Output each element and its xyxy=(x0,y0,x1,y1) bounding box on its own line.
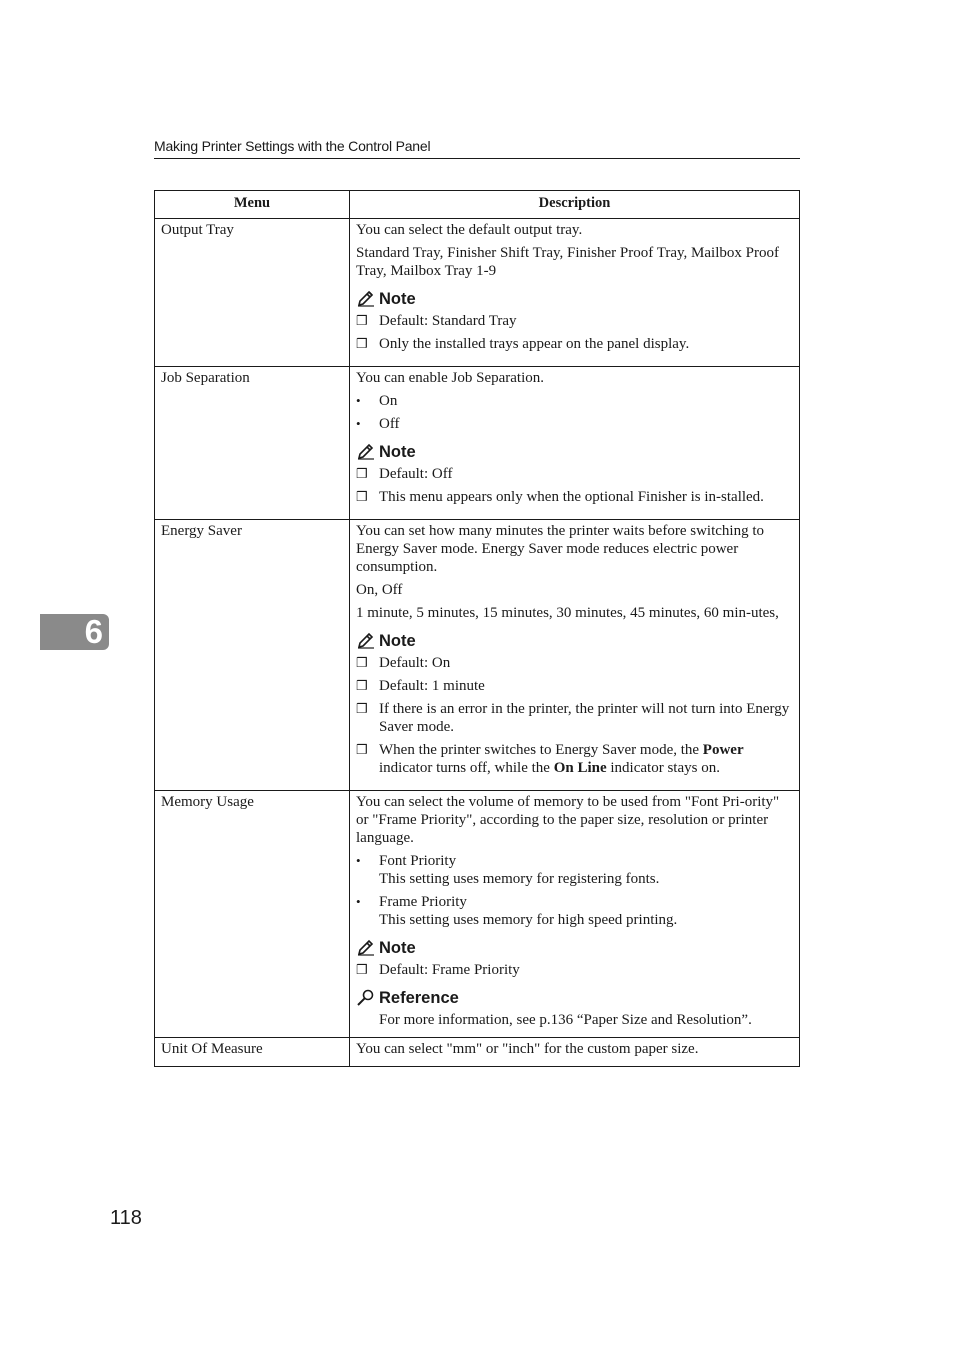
bullet-item: • On xyxy=(356,393,398,409)
magnifier-icon xyxy=(356,989,376,1007)
column-header-menu: Menu xyxy=(155,191,350,219)
pencil-note-icon xyxy=(356,290,376,308)
note-item: ❒ When the printer switches to Energy Saver mode, the Power indicator turns off, while the On Line indicator stays on. xyxy=(356,742,744,776)
checkbox-icon: ❒ xyxy=(356,742,368,757)
settings-table xyxy=(154,190,800,1067)
checkbox-icon: ❒ xyxy=(356,655,368,670)
menu-name: Memory Usage xyxy=(155,791,350,1038)
column-header-description: Description xyxy=(350,191,800,219)
table-row xyxy=(155,367,800,520)
online-indicator-name: On Line xyxy=(553,760,607,776)
note-item: ❒ Only the installed trays appear on the panel display. xyxy=(356,336,690,352)
description-text: You can select "mm" or "inch" for the custom paper size. xyxy=(356,1041,699,1057)
bullet-icon: • xyxy=(356,416,361,431)
bullet-item: • Off xyxy=(356,416,400,432)
note-item: ❒ Default: Standard Tray xyxy=(356,313,517,329)
checkbox-icon: ❒ xyxy=(356,313,368,328)
menu-name: Energy Saver xyxy=(155,520,350,791)
page-number: 118 xyxy=(110,1207,142,1229)
menu-name: Job Separation xyxy=(155,367,350,520)
note-heading xyxy=(356,290,793,308)
table-row xyxy=(155,1038,800,1067)
reference-label: Reference xyxy=(379,989,459,1007)
bullet-icon: • xyxy=(356,853,361,868)
option-values: Standard Tray, Finisher Shift Tray, Finisher Proof Tray, Mailbox Proof Tray, Mailbox Tray 1-9 xyxy=(356,245,779,279)
checkbox-icon: ❒ xyxy=(356,466,368,481)
description-cell xyxy=(350,520,800,791)
running-head: Making Printer Settings with the Control Panel xyxy=(154,138,431,154)
bullet-icon: • xyxy=(356,393,361,408)
table-row xyxy=(155,219,800,367)
checkbox-icon: ❒ xyxy=(356,701,368,716)
checkbox-icon: ❒ xyxy=(356,962,368,977)
note-label: Note xyxy=(379,632,416,650)
chapter-number: 6 xyxy=(84,613,103,650)
note-label: Note xyxy=(379,290,416,308)
checkbox-icon: ❒ xyxy=(356,678,368,693)
power-indicator-name: Power xyxy=(702,742,744,758)
reference-text: For more information, see p.136 “Paper Size and Resolution”. xyxy=(379,1012,752,1028)
note-label: Note xyxy=(379,443,416,461)
note-item: ❒ Default: On xyxy=(356,655,451,671)
note-heading xyxy=(356,443,793,461)
description-text: You can enable Job Separation. xyxy=(356,370,545,386)
pencil-note-icon xyxy=(356,939,376,957)
note-item: ❒ Default: 1 minute xyxy=(356,678,485,694)
option-values: On, Off xyxy=(356,582,403,598)
description-cell xyxy=(350,367,800,520)
pencil-note-icon xyxy=(356,443,376,461)
reference-heading xyxy=(356,989,793,1007)
note-heading xyxy=(356,939,793,957)
note-item: ❒ Default: Frame Priority xyxy=(356,962,520,978)
menu-name: Unit Of Measure xyxy=(155,1038,350,1067)
header-rule xyxy=(154,158,800,159)
table-row xyxy=(155,520,800,791)
table-header-row xyxy=(155,191,800,219)
note-item: ❒ This menu appears only when the optional Finisher is in-stalled. xyxy=(356,489,764,505)
description-cell xyxy=(350,1038,800,1067)
pencil-note-icon xyxy=(356,632,376,650)
option-values: 1 minute, 5 minutes, 15 minutes, 30 minutes, 45 minutes, 60 min-utes, xyxy=(356,605,779,621)
description-text: You can select the volume of memory to be used from "Font Pri-ority" or "Frame Priority", according to the paper size, resolution or printer language. xyxy=(356,794,780,846)
note-heading xyxy=(356,632,793,650)
note-item: ❒ If there is an error in the printer, the printer will not turn into Energy Saver mode. xyxy=(356,701,790,735)
description-text: You can select the default output tray. xyxy=(356,222,583,238)
table-row xyxy=(155,791,800,1038)
checkbox-icon: ❒ xyxy=(356,336,368,351)
description-cell xyxy=(350,219,800,367)
menu-name: Output Tray xyxy=(155,219,350,367)
note-label: Note xyxy=(379,939,416,957)
description-cell xyxy=(350,791,800,1038)
checkbox-icon: ❒ xyxy=(356,489,368,504)
chapter-tab xyxy=(40,614,109,650)
description-text: You can set how many minutes the printer waits before switching to Energy Saver mode. Energy Saver mode reduces electric power consumption. xyxy=(356,523,764,575)
bullet-item: • Frame Priority This setting uses memory for high speed printing. xyxy=(356,894,678,928)
bullet-item: • Font Priority This setting uses memory for registering fonts. xyxy=(356,853,660,887)
note-item: ❒ Default: Off xyxy=(356,466,453,482)
bullet-icon: • xyxy=(356,894,361,909)
